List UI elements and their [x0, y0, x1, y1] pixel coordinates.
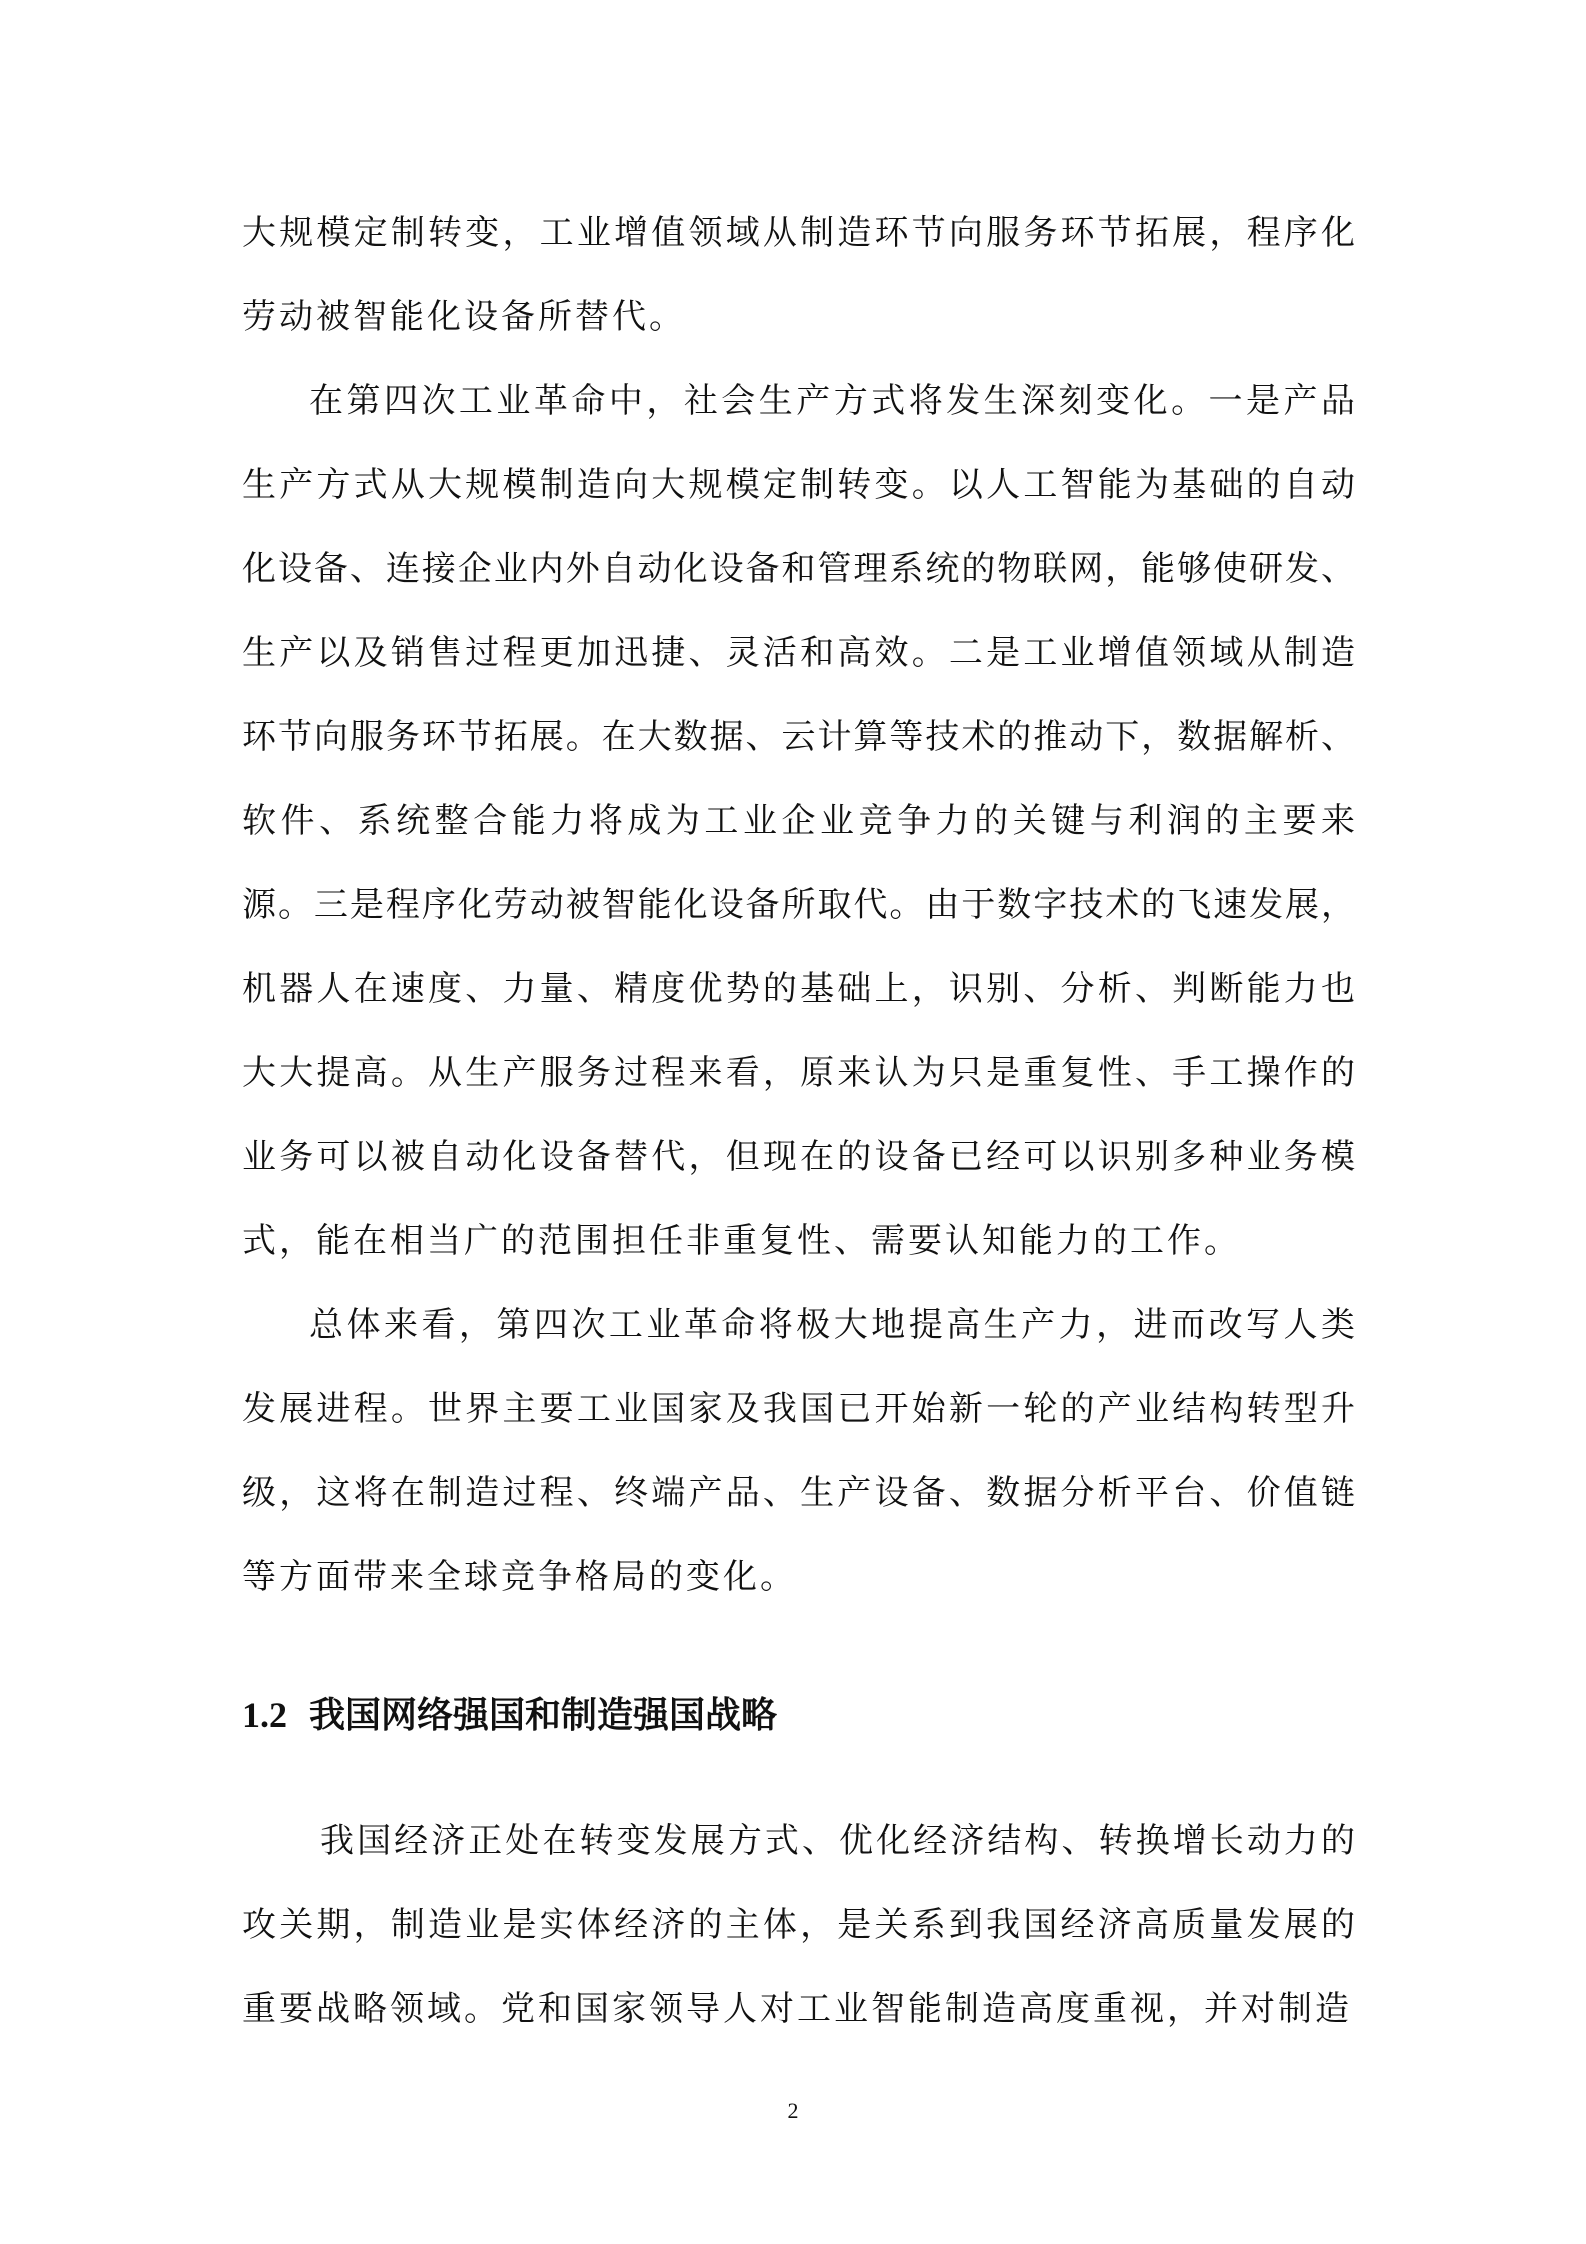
- paragraph-line: 发展进程。世界主要工业国家及我国已开始新一轮的产业结构转型升: [242, 1391, 1355, 1428]
- paragraph-line: 重要战略领域。党和国家领导人对工业智能制造高度重视，并对制造: [242, 1991, 1352, 2028]
- paragraph-line: 我国经济正处在转变发展方式、优化经济结构、转换增长动力的: [320, 1823, 1355, 1860]
- paragraph-line: 级，这将在制造过程、终端产品、生产设备、数据分析平台、价值链: [242, 1475, 1355, 1512]
- paragraph-line: 大大提高。从生产服务过程来看，原来认为只是重复性、手工操作的: [242, 1055, 1355, 1092]
- section-number: 1.2: [242, 1695, 287, 1735]
- section-title: 我国网络强国和制造强国战略: [309, 1695, 778, 1736]
- paragraph-line: 化设备、连接企业内外自动化设备和管理系统的物联网，能够使研发、: [242, 551, 1355, 588]
- paragraph-line: 总体来看，第四次工业革命将极大地提高生产力，进而改写人类: [309, 1307, 1355, 1344]
- paragraph-line: 劳动被智能化设备所替代。: [242, 299, 686, 336]
- paragraph-line: 式，能在相当广的范围担任非重复性、需要认知能力的工作。: [242, 1223, 1241, 1260]
- paragraph-line: 源。三是程序化劳动被智能化设备所取代。由于数字技术的飞速发展，: [242, 887, 1355, 924]
- paragraph-line: 攻关期，制造业是实体经济的主体，是关系到我国经济高质量发展的: [242, 1907, 1355, 1944]
- paragraph-line: 等方面带来全球竞争格局的变化。: [242, 1559, 797, 1596]
- paragraph-line: 大规模定制转变，工业增值领域从制造环节向服务环节拓展，程序化: [242, 215, 1355, 252]
- paragraph-line: 生产以及销售过程更加迅捷、灵活和高效。二是工业增值领域从制造: [242, 635, 1355, 672]
- paragraph-line: 生产方式从大规模制造向大规模定制转变。以人工智能为基础的自动: [242, 467, 1355, 504]
- paragraph-line: 业务可以被自动化设备替代，但现在的设备已经可以识别多种业务模: [242, 1139, 1355, 1176]
- paragraph-line: 在第四次工业革命中，社会生产方式将发生深刻变化。一是产品: [309, 383, 1355, 420]
- paragraph-line: 机器人在速度、力量、精度优势的基础上，识别、分析、判断能力也: [242, 971, 1355, 1008]
- paragraphs-after: [242, 1800, 1355, 2052]
- page-number: 2: [787, 2098, 799, 2123]
- paragraph-line: 环节向服务环节拓展。在大数据、云计算等技术的推动下，数据解析、: [242, 719, 1355, 756]
- paragraph-line: 软件、系统整合能力将成为工业企业竞争力的关键与利润的主要来: [242, 803, 1355, 840]
- paragraphs-before: [242, 192, 1355, 1620]
- section-heading: [242, 1673, 1355, 1757]
- document-body: [242, 192, 1355, 2052]
